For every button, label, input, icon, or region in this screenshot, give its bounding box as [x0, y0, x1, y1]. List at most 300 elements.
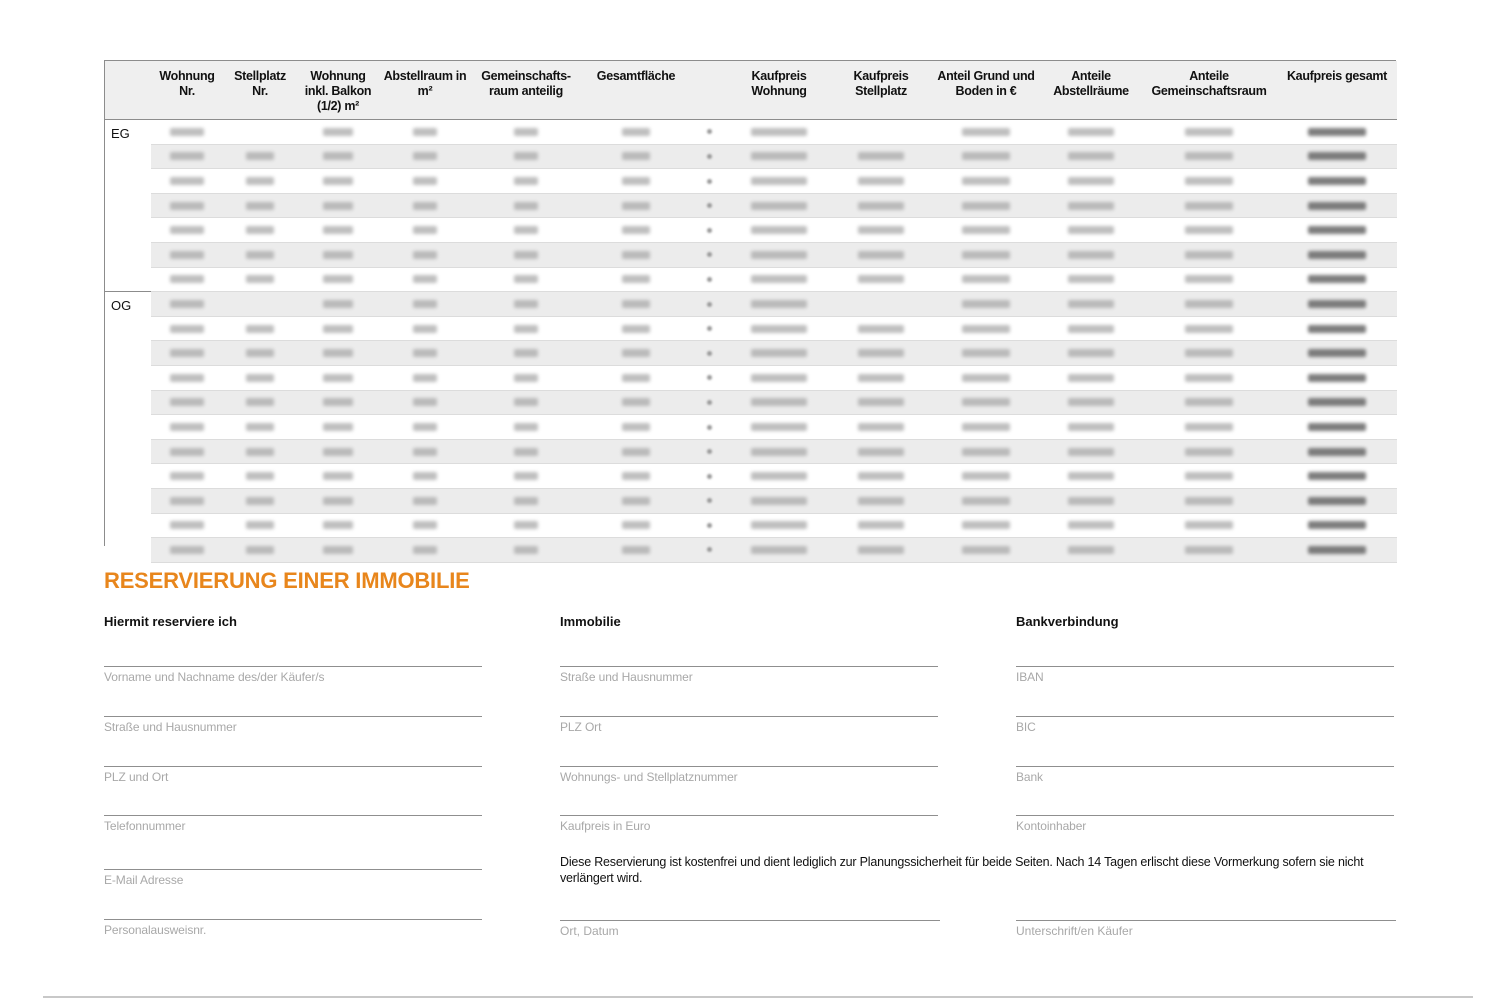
redacted-value: [751, 275, 807, 283]
table-row: [105, 218, 1397, 243]
redacted-value: [246, 398, 274, 406]
table-cell: [151, 513, 223, 538]
buyer-heading: Hiermit reserviere ich: [104, 614, 237, 629]
redacted-value: [1185, 300, 1233, 308]
redacted-value: [170, 374, 204, 382]
redacted-value: [1185, 152, 1233, 160]
field-label: Unterschrift/en Käufer: [1016, 924, 1133, 938]
redacted-value: [1068, 325, 1114, 333]
approx-marker: [707, 498, 712, 503]
table-row: [105, 120, 1397, 145]
column-header: Gemeinschafts- raum anteilig: [471, 61, 581, 120]
redacted-value: [622, 275, 650, 283]
buyer-id-number-field[interactable]: [104, 919, 482, 937]
redacted-value: [246, 423, 274, 431]
section-header-cell: [105, 61, 151, 120]
redacted-value: [1185, 128, 1233, 136]
field-label: E-Mail Adresse: [104, 873, 184, 887]
buyer-city-field[interactable]: [104, 766, 482, 784]
table-row: [105, 488, 1397, 513]
table-cell: [223, 120, 297, 145]
approx-marker: [707, 179, 712, 184]
redacted-value: [751, 325, 807, 333]
field-label: Wohnungs- und Stellplatznummer: [560, 770, 738, 784]
table-cell: [223, 341, 297, 366]
redacted-value: [514, 521, 538, 529]
redacted-value: [858, 448, 904, 456]
redacted-value: [1068, 128, 1114, 136]
floor-section-label: EG: [105, 120, 151, 292]
table-cell: [223, 169, 297, 194]
table-cell: [831, 218, 931, 243]
table-cell: [1277, 464, 1397, 489]
table-cell: [1277, 538, 1397, 563]
table-cell: [151, 193, 223, 218]
redacted-value: [962, 128, 1010, 136]
redacted-value: [858, 349, 904, 357]
table-cell: [297, 144, 379, 169]
property-street-field[interactable]: [560, 666, 938, 684]
redacted-value: [413, 472, 437, 480]
redacted-value: [622, 202, 650, 210]
redacted-value: [246, 177, 274, 185]
redacted-value: [323, 448, 353, 456]
redacted-value: [413, 128, 437, 136]
property-city-field[interactable]: [560, 716, 938, 734]
table-cell: [297, 120, 379, 145]
redacted-value: [246, 374, 274, 382]
table-cell: [1041, 144, 1141, 169]
table-cell: [223, 488, 297, 513]
table-cell: [1041, 538, 1141, 563]
table-cell: [581, 267, 691, 292]
redacted-value: [962, 202, 1010, 210]
buyer-name-field[interactable]: [104, 666, 482, 684]
redacted-value: [514, 448, 538, 456]
approx-marker: [707, 547, 712, 552]
redacted-value: [962, 398, 1010, 406]
redacted-value: [323, 177, 353, 185]
column-header: Wohnung inkl. Balkon (1/2) m²: [297, 61, 379, 120]
table-cell: [931, 218, 1041, 243]
field-label: Kaufpreis in Euro: [560, 819, 651, 833]
redacted-value: [514, 497, 538, 505]
table-cell: [581, 193, 691, 218]
table-cell: [831, 120, 931, 145]
bic-field[interactable]: [1016, 716, 1394, 734]
place-date-field[interactable]: [560, 920, 940, 938]
column-header: [691, 61, 727, 120]
redacted-value: [622, 448, 650, 456]
table-cell: [471, 316, 581, 341]
input-line: [1016, 666, 1394, 667]
redacted-value: [170, 521, 204, 529]
table-cell: [471, 439, 581, 464]
buyer-column: [104, 614, 484, 937]
table-row: [105, 169, 1397, 194]
approx-marker: [707, 203, 712, 208]
redacted-value: [751, 472, 807, 480]
table-cell: [691, 390, 727, 415]
redacted-value: [413, 300, 437, 308]
redacted-value: [1185, 202, 1233, 210]
input-line: [1016, 815, 1394, 816]
redacted-value: [1068, 177, 1114, 185]
redacted-value: [323, 398, 353, 406]
input-line: [560, 716, 938, 717]
table-cell: [1041, 464, 1141, 489]
approx-marker: [707, 474, 712, 479]
redacted-value: [514, 251, 538, 259]
input-line: [1016, 766, 1394, 767]
field-label: Vorname und Nachname des/der Käufer/s: [104, 670, 325, 684]
table-cell: [471, 169, 581, 194]
table-cell: [691, 488, 727, 513]
table-header-row: [105, 61, 1397, 120]
table-cell: [691, 120, 727, 145]
table-cell: [297, 316, 379, 341]
table-cell: [931, 415, 1041, 440]
table-cell: [831, 439, 931, 464]
redacted-value: [1308, 251, 1366, 259]
redacted-value: [323, 325, 353, 333]
redacted-value: [1308, 521, 1366, 529]
redacted-value: [962, 177, 1010, 185]
table-cell: [151, 439, 223, 464]
table-cell: [379, 415, 471, 440]
table-cell: [379, 193, 471, 218]
approx-marker: [707, 449, 712, 454]
redacted-value: [1308, 448, 1366, 456]
table-cell: [1041, 439, 1141, 464]
redacted-value: [323, 497, 353, 505]
table-cell: [1141, 242, 1277, 267]
redacted-value: [1068, 226, 1114, 234]
approx-marker: [707, 375, 712, 380]
redacted-value: [1308, 177, 1366, 185]
redacted-value: [751, 546, 807, 554]
input-line: [104, 716, 482, 717]
purchase-price-field[interactable]: [560, 815, 938, 833]
table-row: [105, 365, 1397, 390]
table-cell: [831, 316, 931, 341]
redacted-value: [962, 275, 1010, 283]
table-cell: [1277, 193, 1397, 218]
redacted-value: [246, 152, 274, 160]
table-cell: [727, 513, 831, 538]
table-cell: [831, 415, 931, 440]
redacted-value: [1185, 546, 1233, 554]
redacted-value: [323, 546, 353, 554]
redacted-value: [323, 275, 353, 283]
table-cell: [297, 218, 379, 243]
table-cell: [471, 242, 581, 267]
table-cell: [471, 415, 581, 440]
table-cell: [727, 488, 831, 513]
redacted-value: [1308, 152, 1366, 160]
redacted-value: [1308, 349, 1366, 357]
redacted-value: [1068, 448, 1114, 456]
table-cell: [581, 538, 691, 563]
redacted-value: [1068, 300, 1114, 308]
table-cell: [727, 144, 831, 169]
property-column: [560, 614, 940, 833]
redacted-value: [1068, 423, 1114, 431]
redacted-value: [622, 251, 650, 259]
column-header: Stellplatz Nr.: [223, 61, 297, 120]
table-cell: [471, 488, 581, 513]
redacted-value: [858, 423, 904, 431]
redacted-value: [751, 300, 807, 308]
table-cell: [1141, 538, 1277, 563]
redacted-value: [1185, 448, 1233, 456]
table-cell: [379, 365, 471, 390]
table-cell: [581, 292, 691, 317]
buyer-signature-field[interactable]: [1016, 920, 1396, 938]
redacted-value: [514, 128, 538, 136]
table-cell: [1277, 415, 1397, 440]
table-row: [105, 464, 1397, 489]
unit-parking-number-field[interactable]: [560, 766, 938, 784]
table-cell: [297, 390, 379, 415]
approx-marker: [707, 302, 712, 307]
table-cell: [1141, 267, 1277, 292]
table-cell: [581, 144, 691, 169]
input-line: [104, 919, 482, 920]
table-cell: [581, 439, 691, 464]
redacted-value: [858, 497, 904, 505]
redacted-value: [962, 152, 1010, 160]
field-label: Straße und Hausnummer: [560, 670, 693, 684]
buyer-street-field[interactable]: [104, 716, 482, 734]
redacted-value: [246, 325, 274, 333]
table-cell: [297, 292, 379, 317]
redacted-value: [170, 546, 204, 554]
table-cell: [727, 365, 831, 390]
redacted-value: [1068, 152, 1114, 160]
redacted-value: [246, 448, 274, 456]
redacted-value: [962, 472, 1010, 480]
table-cell: [297, 538, 379, 563]
table-cell: [1277, 169, 1397, 194]
table-cell: [379, 144, 471, 169]
table-cell: [1041, 341, 1141, 366]
table-cell: [471, 365, 581, 390]
redacted-value: [962, 497, 1010, 505]
table-cell: [223, 267, 297, 292]
redacted-value: [622, 349, 650, 357]
table-cell: [1041, 267, 1141, 292]
table-cell: [1141, 439, 1277, 464]
table-cell: [691, 218, 727, 243]
table-cell: [151, 415, 223, 440]
field-label: Ort, Datum: [560, 924, 619, 938]
redacted-value: [1308, 374, 1366, 382]
table-cell: [1041, 242, 1141, 267]
field-label: Straße und Hausnummer: [104, 720, 237, 734]
input-line: [560, 766, 938, 767]
account-holder-field[interactable]: [1016, 815, 1394, 833]
table-cell: [297, 488, 379, 513]
table-cell: [1041, 488, 1141, 513]
table-cell: [1277, 120, 1397, 145]
iban-field[interactable]: [1016, 666, 1394, 684]
redacted-value: [323, 202, 353, 210]
table-cell: [1141, 464, 1277, 489]
redacted-value: [323, 226, 353, 234]
table-cell: [1141, 218, 1277, 243]
redacted-value: [962, 546, 1010, 554]
redacted-value: [413, 374, 437, 382]
table-row: [105, 341, 1397, 366]
input-line: [560, 666, 938, 667]
table-cell: [223, 513, 297, 538]
approx-marker: [707, 351, 712, 356]
table-cell: [1277, 267, 1397, 292]
redacted-value: [858, 325, 904, 333]
table-cell: [379, 538, 471, 563]
table-cell: [379, 488, 471, 513]
buyer-phone-field[interactable]: [104, 815, 482, 833]
redacted-value: [1068, 202, 1114, 210]
table-cell: [691, 242, 727, 267]
table-cell: [831, 193, 931, 218]
table-cell: [931, 169, 1041, 194]
table-cell: [1141, 169, 1277, 194]
table-cell: [471, 120, 581, 145]
redacted-value: [1068, 472, 1114, 480]
redacted-value: [323, 300, 353, 308]
approx-marker: [707, 228, 712, 233]
table-cell: [297, 267, 379, 292]
apartment-price-table: [104, 60, 1396, 546]
property-heading: Immobilie: [560, 614, 621, 629]
approx-marker: [707, 129, 712, 134]
redacted-value: [413, 546, 437, 554]
redacted-value: [1185, 251, 1233, 259]
table-cell: [471, 341, 581, 366]
table-cell: [727, 242, 831, 267]
table-cell: [1277, 144, 1397, 169]
table-cell: [151, 488, 223, 513]
bank-column: [1016, 614, 1396, 833]
table-cell: [379, 390, 471, 415]
table-cell: [831, 242, 931, 267]
table-cell: [151, 538, 223, 563]
table-cell: [151, 120, 223, 145]
buyer-email-field[interactable]: [104, 869, 482, 887]
redacted-value: [246, 472, 274, 480]
table-cell: [1141, 488, 1277, 513]
input-line: [104, 766, 482, 767]
redacted-value: [1185, 325, 1233, 333]
redacted-value: [514, 546, 538, 554]
table-cell: [931, 513, 1041, 538]
redacted-value: [246, 275, 274, 283]
redacted-value: [858, 472, 904, 480]
redacted-value: [170, 128, 204, 136]
redacted-value: [413, 251, 437, 259]
table-cell: [581, 242, 691, 267]
redacted-value: [858, 374, 904, 382]
redacted-value: [751, 226, 807, 234]
table-cell: [831, 341, 931, 366]
redacted-value: [858, 226, 904, 234]
redacted-value: [622, 423, 650, 431]
table-cell: [831, 464, 931, 489]
redacted-value: [413, 275, 437, 283]
redacted-value: [1308, 300, 1366, 308]
redacted-value: [1068, 349, 1114, 357]
table-cell: [1141, 390, 1277, 415]
field-label: PLZ Ort: [560, 720, 602, 734]
redacted-value: [1185, 226, 1233, 234]
table-cell: [1041, 120, 1141, 145]
field-label: PLZ und Ort: [104, 770, 169, 784]
redacted-value: [514, 226, 538, 234]
table-cell: [931, 144, 1041, 169]
table-cell: [581, 120, 691, 145]
table-cell: [223, 464, 297, 489]
approx-marker: [707, 523, 712, 528]
table-cell: [931, 292, 1041, 317]
table-cell: [831, 365, 931, 390]
table-cell: [1141, 292, 1277, 317]
form-title: RESERVIERUNG EINER IMMOBILIE: [104, 568, 470, 593]
field-label: Bank: [1016, 770, 1043, 784]
input-line: [1016, 920, 1396, 921]
redacted-value: [170, 325, 204, 333]
table-cell: [831, 513, 931, 538]
redacted-value: [413, 202, 437, 210]
table-cell: [1041, 316, 1141, 341]
redacted-value: [858, 152, 904, 160]
redacted-value: [246, 546, 274, 554]
redacted-value: [1308, 325, 1366, 333]
table-cell: [151, 292, 223, 317]
redacted-value: [1185, 472, 1233, 480]
table-row: [105, 513, 1397, 538]
table-cell: [691, 267, 727, 292]
approx-marker: [707, 400, 712, 405]
table-cell: [1277, 218, 1397, 243]
table-cell: [691, 193, 727, 218]
bank-heading: Bankverbindung: [1016, 614, 1119, 629]
table-cell: [727, 193, 831, 218]
table-cell: [297, 439, 379, 464]
bank-name-field[interactable]: [1016, 766, 1394, 784]
table-cell: [151, 316, 223, 341]
table-cell: [931, 316, 1041, 341]
table-cell: [471, 390, 581, 415]
redacted-value: [751, 177, 807, 185]
table-cell: [931, 390, 1041, 415]
table-row: [105, 439, 1397, 464]
table-cell: [691, 513, 727, 538]
redacted-value: [170, 251, 204, 259]
redacted-value: [246, 226, 274, 234]
table-cell: [1041, 292, 1141, 317]
table-cell: [471, 513, 581, 538]
table-cell: [471, 464, 581, 489]
table-cell: [151, 267, 223, 292]
redacted-value: [413, 349, 437, 357]
redacted-value: [751, 152, 807, 160]
table-cell: [379, 120, 471, 145]
table-cell: [151, 390, 223, 415]
redacted-value: [323, 472, 353, 480]
table-cell: [471, 144, 581, 169]
